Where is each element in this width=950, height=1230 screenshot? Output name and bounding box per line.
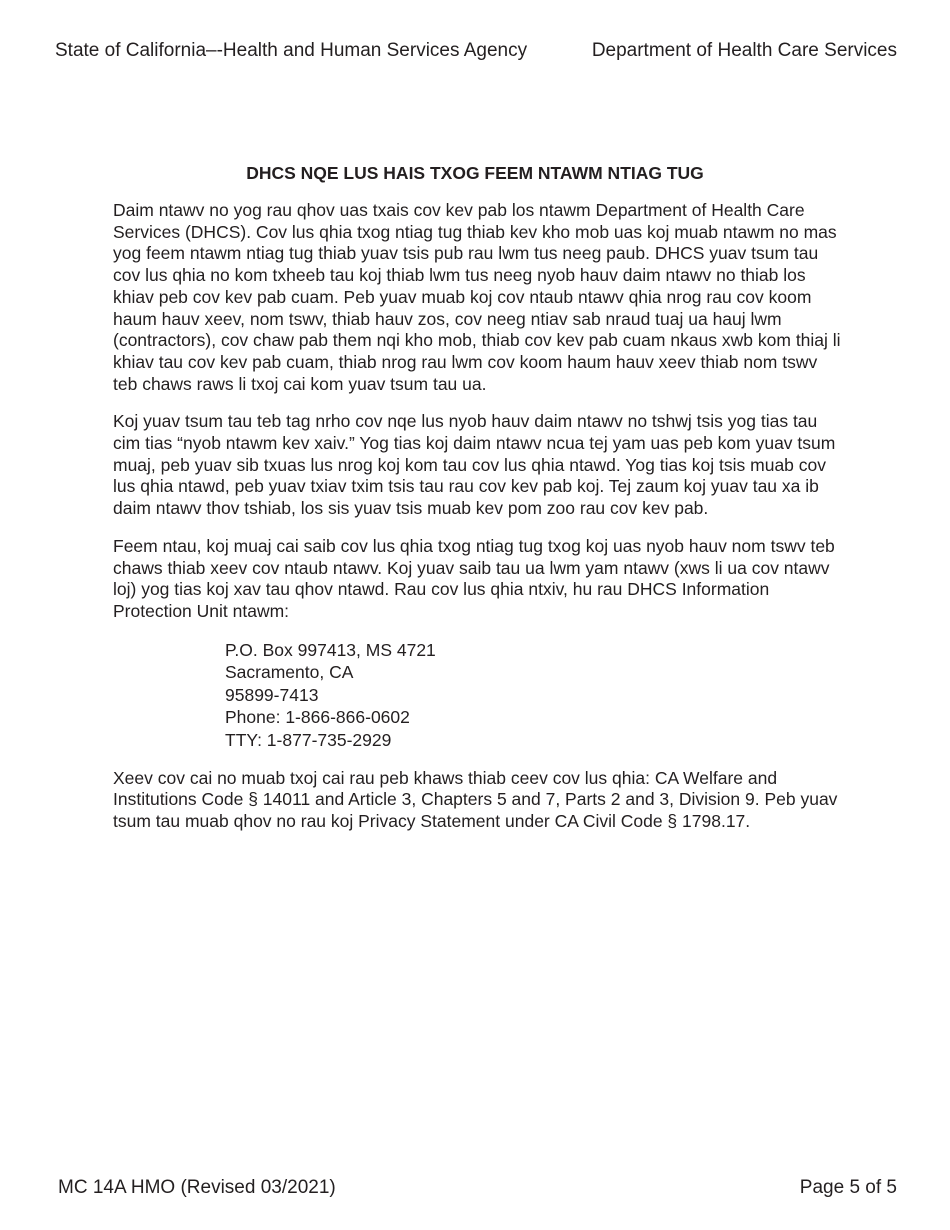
contact-address [225,639,841,752]
address-phone: Phone: 1-866-866-0602 [225,707,410,728]
paragraph-legal-authority: Xeev cov cai no muab txoj cai rau peb khaws thiab ceev cov lus qhia: CA Welfare and Institutions Code § 14011 and Article 3, Chapters 5 and 7, Parts 2 and 3, Division 9. Peb yuav tsum tau muab qhov no rau koj Privacy Statement under CA Civil Code § 1798.17. [113,767,838,832]
paragraph-required-answers: Koj yuav tsum tau teb tag nrho cov nqe lus nyob hauv daim ntawv no tshwj tsis yog tias tau cim tias “nyob ntawm kev xaiv.” Yog tias koj daim ntawv ncua tej yam uas peb kom yuav tsum muaj, peb yuav sib txuas lus nrog koj kom tau cov lus qhia ntawd. Yog tias koj tsis muab cov lus qhia ntawd, peb yuav txiav txim tsis tau rau cov kev pab koj. Tej zaum koj yuav tau xa ib daim ntawv thov tshiab, los sis yuav tsis muab kev pom zoo rau cov kev pab. [113,411,836,519]
header-department: Department of Health Care Services [591,40,897,61]
address-tty: TTY: 1-877-735-2929 [225,730,392,751]
address-line-city: Sacramento, CA [225,662,354,683]
page-title: DHCS NQE LUS HAIS TXOG FEEM NTAWM NTIAG TUG [246,163,704,183]
footer-page-number: Page 5 of 5 [799,1177,897,1198]
header-agency: State of California–-Health and Human Services Agency [55,40,528,61]
document-body [113,200,841,849]
paragraph-intro: Daim ntawv no yog rau qhov uas txais cov kev pab los ntawm Department of Health Care Services (DHCS). Cov lus qhia txog ntiag tug thiab kev kho mob uas koj muab ntawm no mas yog feem ntawm ntiag tug thiab yuav tsis pub rau lwm tus neeg paub. DHCS yuav tsum tau cov lus qhia no kom txheeb tau koj thiab lwm tus neeg nyob hauv daim ntawv no thiab los khiav peb cov kev pab cuam. Peb yuav muab koj cov ntaub ntawv qhia nrog rau cov koom haum hauv xeev, nom tswv, thiab hauv zos, cov neeg ntiav sab nraud tuaj ua hauj lwm (contractors), cov chaw pab them nqi kho mob, thiab cov kev pab cuam nkaus xwb kom thiaj li khiav tau cov kev pab cuam, thiab nrog rau lwm cov koom haum hauv xeev thiab nom tswv teb chaws raws li txoj cai kom yuav tsum tau ua. [113,200,841,394]
footer-form-id: MC 14A HMO (Revised 03/2021) [58,1177,336,1198]
address-line-po-box: P.O. Box 997413, MS 4721 [225,639,436,660]
address-line-zip: 95899-7413 [225,684,319,705]
paragraph-access-rights: Feem ntau, koj muaj cai saib cov lus qhia txog ntiag tug txog koj uas nyob hauv nom tswv teb chaws thiab xeev cov ntaub ntawv. Koj yuav saib tau ua lwm yam ntawv (xws li ua cov ntawv loj) yog tias koj xav tau qhov ntawd. Rau cov lus qhia ntxiv, hu rau DHCS Information Protection Unit ntawm: [113,535,835,621]
